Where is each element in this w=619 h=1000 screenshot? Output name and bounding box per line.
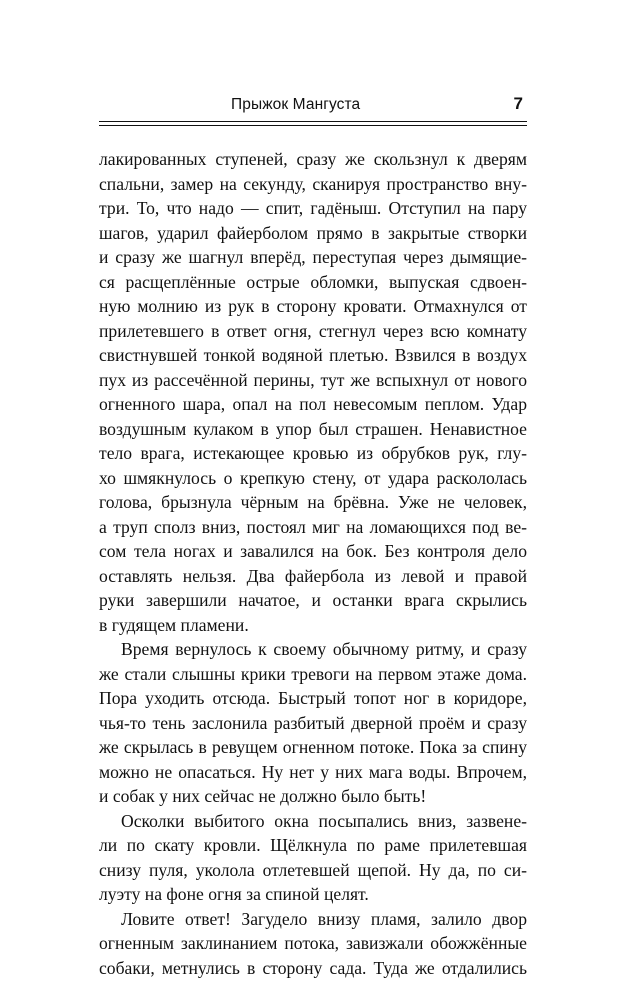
text-line: руки завершили начатое, и останки врага скрылись bbox=[99, 590, 527, 610]
text-line: ся расщеплённые острые обломки, выпуская сдвоен- bbox=[99, 271, 527, 292]
text-line: огненным заклинанием потока, завизжали обожжённые bbox=[99, 933, 527, 953]
text-line: луэту на фоне огня за спиной целят. bbox=[99, 884, 369, 904]
text-line: лакированных ступеней, сразу же скользнул к дверям bbox=[99, 149, 527, 169]
running-header bbox=[99, 92, 527, 120]
text-line: а труп сполз вниз, постоял миг на ломающихся под ве- bbox=[99, 516, 527, 537]
paragraph-start-line: Время вернулось к своему обычному ритму, и сразу bbox=[121, 639, 527, 659]
text-line: свистнувшей тонкой водяной плетью. Взвился в воздух bbox=[99, 345, 527, 365]
text-line: же стали слышны крики тревоги на первом этаже дома. bbox=[99, 663, 527, 684]
text-line: ную молнию из рук в сторону кровати. Отмахнулся от bbox=[99, 296, 527, 316]
text-line: чья-то тень заслонила разбитый дверной проём и сразу bbox=[99, 712, 527, 733]
header-rule-secondary bbox=[99, 125, 527, 126]
body-text bbox=[99, 147, 527, 980]
text-line: и собак у них сейчас не должно было быть! bbox=[99, 786, 427, 806]
paragraph-start-line: Ловите ответ! Загудело внизу пламя, залило двор bbox=[121, 908, 527, 929]
text-line: хо шмякнулось о крепкую стену, от удара раскололась bbox=[99, 467, 527, 488]
text-line: огненного шара, опал на пол невесомым пеплом. Удар bbox=[99, 394, 527, 414]
text-line: сом тела ногах и завалился на бок. Без контроля дело bbox=[99, 541, 527, 561]
text-line: прилетевшего в ответ огня, стегнул через всю комнату bbox=[99, 320, 527, 341]
paragraph-start-line: Осколки выбитого окна посыпались вниз, зазвене- bbox=[121, 810, 527, 831]
text-line: пух из рассечённой перины, тут же вспыхнул от нового bbox=[99, 369, 527, 390]
text-line: Пора уходить отсюда. Быстрый топот ног в коридоре, bbox=[99, 688, 527, 708]
text-line: же скрылась в ревущем огненном потоке. Пока за спину bbox=[99, 737, 527, 757]
text-line: можно не опасаться. Ну нет у них мага воды. Впрочем, bbox=[99, 761, 527, 782]
page-number: 7 bbox=[513, 94, 523, 113]
text-line: голова, брызнула чёрным на брёвна. Уже не человек, bbox=[99, 492, 527, 512]
header-rule bbox=[99, 121, 527, 122]
text-line: и сразу же шагнул вперёд, переступая через дымящие- bbox=[99, 247, 527, 267]
running-header-title: Прыжок Мангуста bbox=[231, 96, 361, 113]
text-line: снизу пуля, уколола отлетевшей щепой. Ну да, по си- bbox=[99, 859, 527, 880]
text-line: воздушным кулаком в упор был страшен. Ненавистное bbox=[99, 418, 527, 439]
text-line: шагов, ударил файерболом прямо в закрытые створки bbox=[99, 222, 527, 243]
text-line: в гудящем пламени. bbox=[99, 614, 249, 635]
text-line: ли по скату кровли. Щёлкнула по раме прилетевшая bbox=[99, 835, 527, 855]
text-line: тело врага, истекающее кровью из обрубков рук, глу- bbox=[99, 443, 527, 463]
text-line: спальни, замер на секунду, сканируя пространство вну- bbox=[99, 173, 527, 194]
text-line: оставлять нельзя. Два файербола из левой и правой bbox=[99, 565, 527, 586]
text-line: собаки, метнулись в сторону сада. Туда же отдалились bbox=[99, 957, 527, 978]
text-line: три. То, что надо — спит, гадёныш. Отступил на пару bbox=[99, 198, 527, 218]
